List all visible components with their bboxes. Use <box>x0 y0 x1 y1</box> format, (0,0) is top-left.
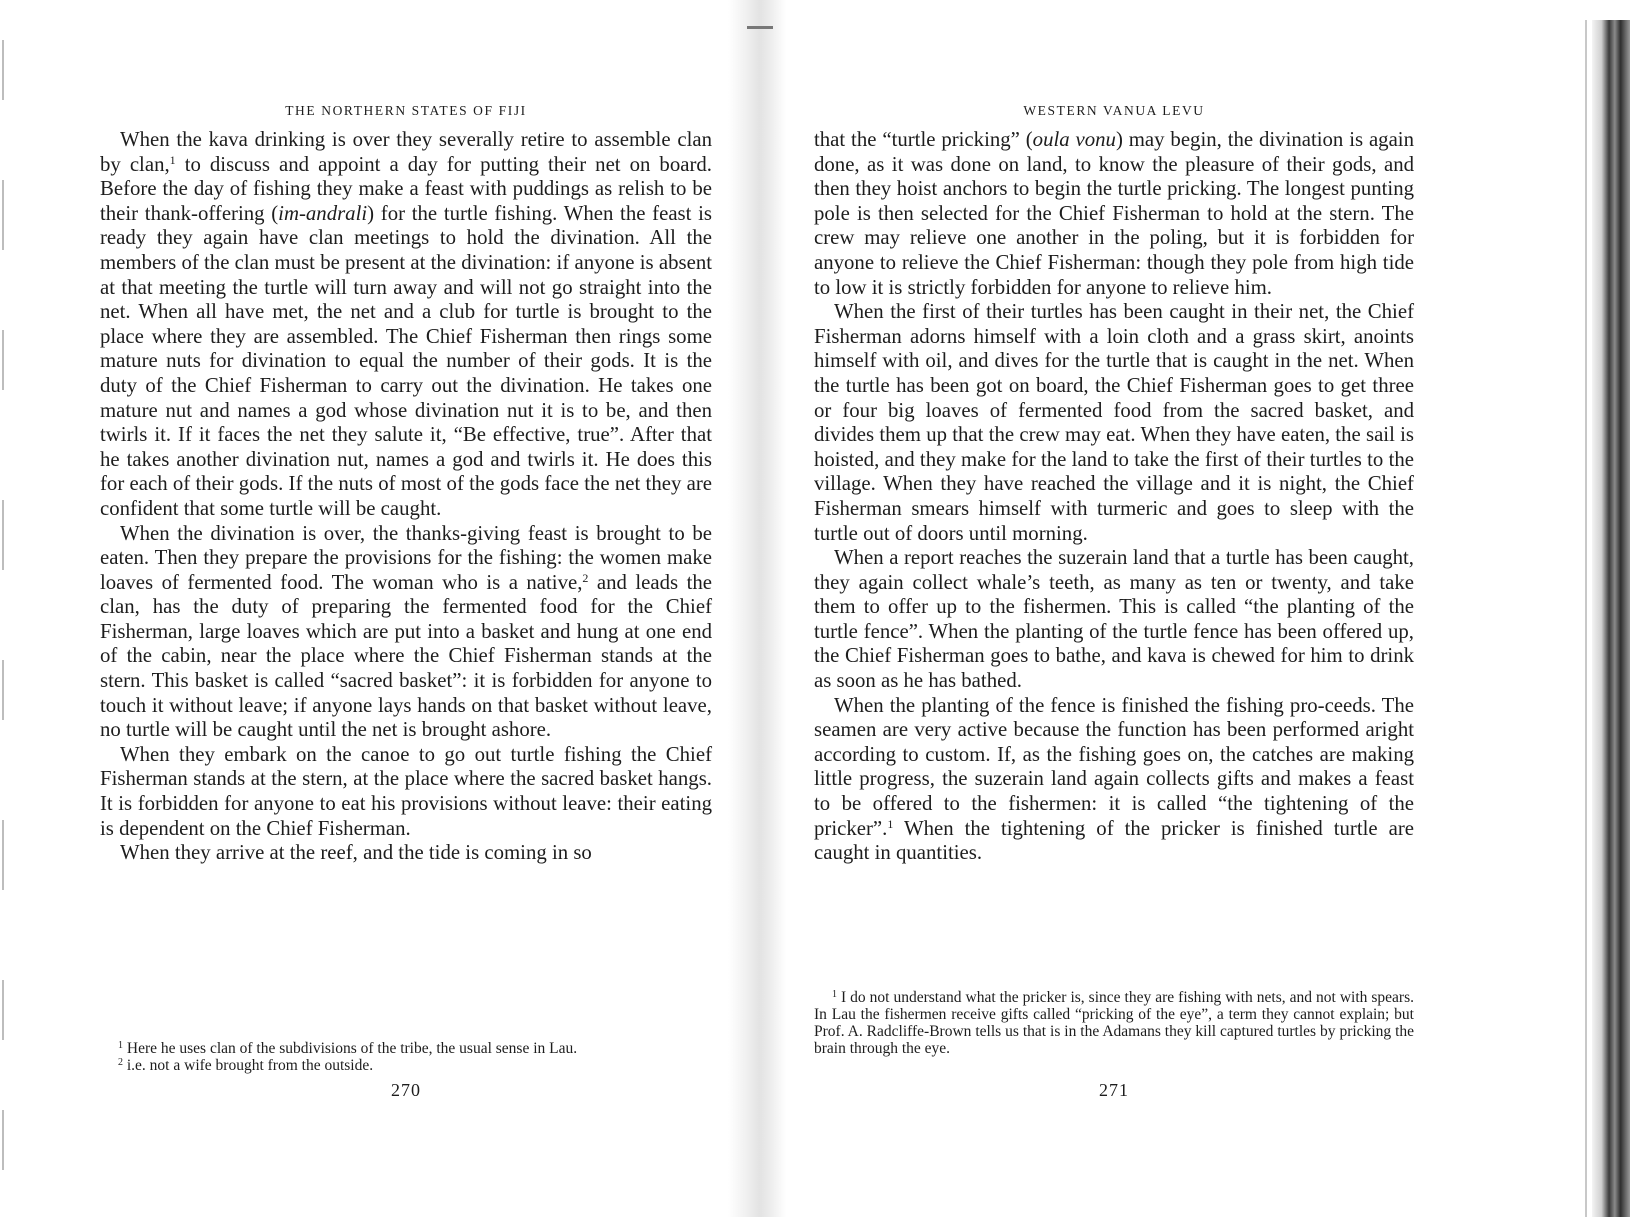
footnote-marker: 1 <box>118 1040 123 1051</box>
paragraph <box>814 128 1414 300</box>
text-run: When the kava drinking is over they severally retire to assemble clan by clan, <box>100 128 712 176</box>
scan-edge-mark <box>2 1110 4 1170</box>
footnote-marker: 1 <box>832 989 837 1000</box>
gutter-mark <box>747 26 773 29</box>
text-run: that the “turtle pricking” ( <box>814 128 1033 151</box>
scan-edge-mark <box>2 660 4 720</box>
footnotes <box>814 989 1414 1057</box>
running-head: WESTERN VANUA LEVU <box>1023 103 1205 118</box>
italic-term: oula vonu <box>1032 128 1116 151</box>
footnote-ref: 1 <box>887 816 894 831</box>
text-run: When the divination is over, the thanks-giving feast is brought to be eaten. Then they prepare the provisions for the fishing: the women make loaves of fermented food. The woman who is a native, <box>100 521 712 594</box>
paragraph <box>100 743 712 841</box>
text-run: When the first of their turtles has been caught in their net, the Chief Fisherman adorns himself with a loin cloth and a grass skirt, anoints himself with oil, and dives for the turtle that is caught in the net. When the turtle has been got on board, the Chief Fisherman goes to get three or four big loaves of fermented food from the sacred basket, and divides them up that the crew may eat. When they have eaten, the sail is hoisted, and they make for the land to take the first of their turtles to the village. When they have reached the village and it is night, the Chief Fisherman smears himself with turmeric and goes to sleep with the turtle out of doors until morning. <box>814 300 1414 545</box>
text-run: When they embark on the canoe to go out turtle fishing the Chief Fisherman stands at the stern, at the place where the sacred basket hangs. It is forbidden for anyone to eat his provisions without leave: their eating is dependent on the Chief Fisherman. <box>100 742 712 840</box>
paragraph <box>100 841 712 866</box>
footnotes <box>100 1040 712 1074</box>
footnote-text: Here he uses clan of the subdivisions of the tribe, the usual sense in Lau. <box>123 1040 578 1057</box>
footnote-ref: 2 <box>582 570 589 585</box>
page-edge-line <box>1585 20 1587 1217</box>
footnote <box>100 1040 712 1057</box>
body-text <box>814 128 1414 866</box>
italic-term: im-andrali <box>278 201 368 225</box>
footnote-text: I do not understand what the pricker is, since they are fishing with nets, and not with spears. In Lau the fishermen receive gifts called “pricking of the eye”, a term they cannot explain; but Prof. A. Radcliffe-Brown tells us that is in the Adamans they kill captured turtles by pricking the brain through the eye. <box>814 989 1414 1057</box>
scan-edge-mark <box>2 980 4 1040</box>
text-run: to discuss and appoint a day for putting their net on board. Before the day of fishing they make a feast with puddings as relish to be their thank-offering ( <box>100 152 712 225</box>
book-edge-shadow <box>1592 20 1630 1217</box>
text-run: When a report reaches the suzerain land that a turtle has been caught, they again collect whale’s teeth, as many as ten or twenty, and take them to offer up to the fishermen. This is called “the planting of the turtle fence”. When the planting of the turtle fence has been offered up, the Chief Fisherman goes to bathe, and kava is chewed for him to drink as soon as he has bathed. <box>814 546 1414 693</box>
page-number: 271 <box>1099 1080 1129 1100</box>
scan-edge-mark <box>2 330 4 390</box>
footnote-marker: 2 <box>118 1057 123 1068</box>
footnote-ref: 1 <box>169 152 176 167</box>
text-run: When they arrive at the reef, and the tide is coming in so <box>120 841 592 865</box>
page-number: 270 <box>391 1080 421 1100</box>
text-run: When the tightening of the pricker is finished turtle are caught in quantities. <box>814 816 1414 865</box>
paragraph <box>814 694 1414 866</box>
footnote <box>100 1057 712 1074</box>
left-page <box>100 0 712 1217</box>
paragraph <box>100 128 712 522</box>
footnote-text: i.e. not a wife brought from the outside. <box>123 1057 374 1074</box>
text-run: When the planting of the fence is finished the fishing pro-ceeds. The seamen are very active because the function has been performed aright according to custom. If, as the fishing goes on, the catches are making little progress, the suzerain land again collects gifts and makes a feast to be offered to the fishermen: it is called “the tightening of the pricker”. <box>814 693 1414 840</box>
scan-edge-mark <box>2 820 4 890</box>
paragraph <box>814 546 1414 694</box>
running-head: THE NORTHERN STATES OF FIJI <box>285 103 527 118</box>
paragraph <box>100 522 712 743</box>
scan-edge-mark <box>2 40 4 100</box>
text-run: ) for the turtle fishing. When the feast is ready they again have clan meetings to hold the divination. All the members of the clan must be present at the divination: if anyone is absent at that meeting the turtle will turn away and will not go straight into the net. When all have met, the net and a club for turtle is brought to the place where they are assembled. The Chief Fisherman then rings some mature nuts for divination to equal the number of their gods. It is the duty of the Chief Fisherman to carry out the divination. He takes one mature nut and names a god whose divination nut it is to be, and then twirls it. If it faces the net they salute it, “Be effective, true”. After that he takes another divination nut, names a god and twirls it. He does this for each of their gods. If the nuts of most of the gods face the net they are confident that some turtle will be caught. <box>100 201 712 520</box>
paragraph <box>814 300 1414 546</box>
body-text <box>100 128 712 866</box>
right-page <box>814 0 1414 1217</box>
scan-edge-mark <box>2 500 4 570</box>
text-run: and leads the clan, has the duty of preparing the fermented food for the Chief Fisherman, large loaves which are put into a basket and hung at one end of the cabin, near the place where the Chief Fisherman stands at the stern. This basket is called “sacred basket”: it is forbidden for anyone to touch it without leave; if anyone lays hands on that basket without leave, no turtle will be caught until the net is brought ashore. <box>100 570 712 742</box>
book-gutter <box>728 0 786 1217</box>
scan-edge-mark <box>2 180 4 250</box>
footnote <box>814 989 1414 1057</box>
text-run: ) may begin, the divination is again done, as it was done on land, to know the pleasure of their gods, and then they hoist anchors to begin the turtle pricking. The longest punting pole is then selected for the Chief Fisherman to hold at the stern. The crew may relieve one another in the poling, but it is forbidden for anyone to relieve the Chief Fisherman: though they pole from high tide to low it is strictly forbidden for anyone to relieve him. <box>814 128 1414 299</box>
